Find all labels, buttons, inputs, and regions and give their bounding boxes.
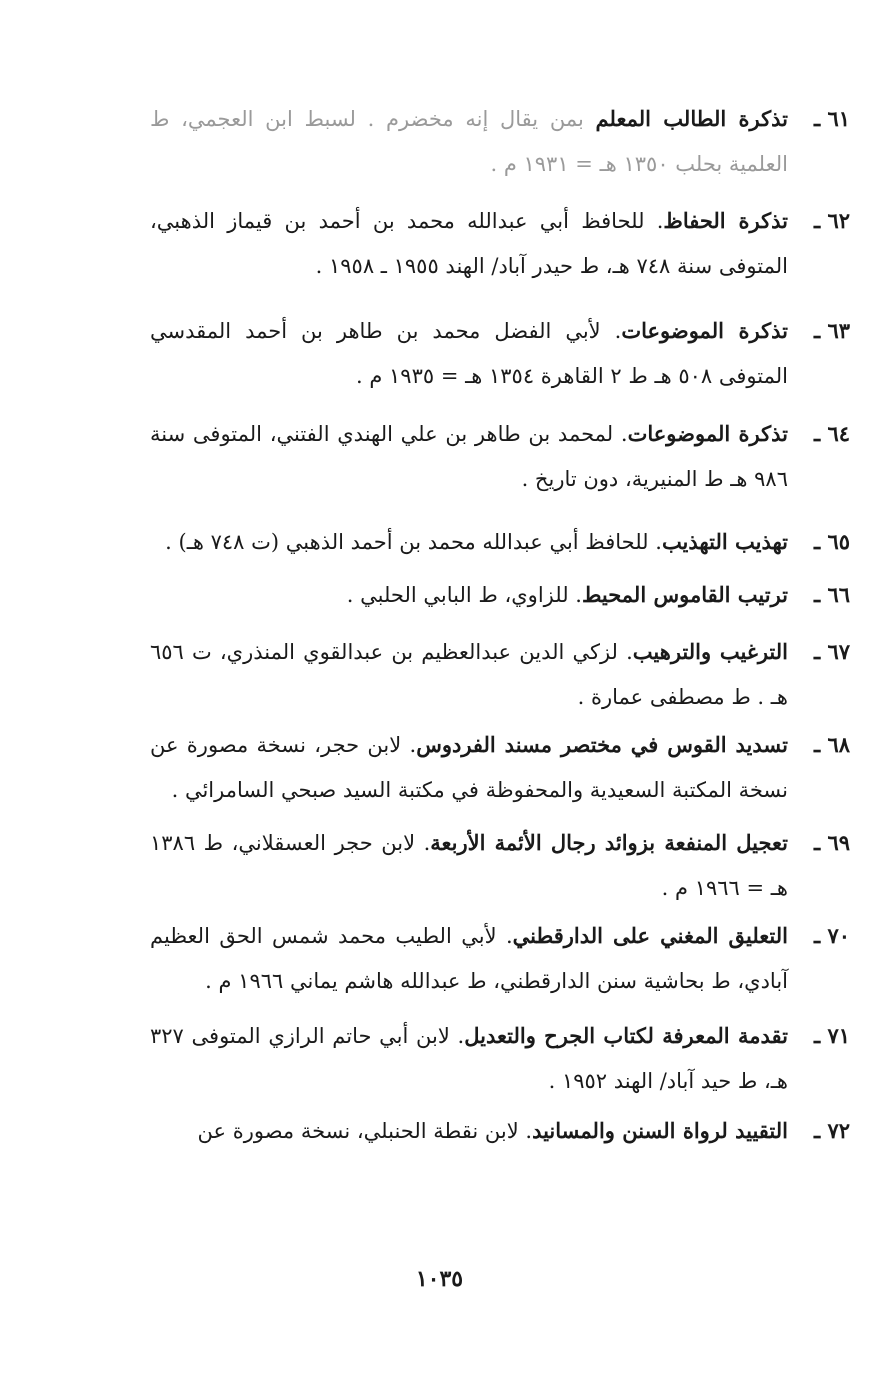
- entry-details: . لابن حجر، نسخة مصورة عن نسخة المكتبة السعيدية والمحفوظة في مكتبة السيد صبحي السامرائي .: [150, 733, 788, 802]
- bibliography-entry-65: [150, 519, 850, 565]
- entry-number: ٦١ ـ: [813, 106, 850, 131]
- entry-title: تذكرة الطالب المعلم: [595, 106, 788, 131]
- entry-number: ٦٨ ـ: [813, 732, 850, 757]
- entry-details: بمن يقال إنه مخضرم . لسبط ابن العجمي، ط العلمية بحلب ١٣٥٠ هـ = ١٩٣١ م .: [150, 107, 788, 176]
- entry-number: ٦٤ ـ: [813, 421, 850, 446]
- entry-number: ٦٦ ـ: [813, 582, 850, 607]
- bibliography-entry-71: [150, 1013, 850, 1104]
- entry-title: تهذيب التهذيب: [661, 529, 788, 554]
- entry-details: . لأبي الطيب محمد شمس الحق العظيم آبادي، ط بحاشية سنن الدارقطني، ط عبدالله هاشم يماني ١٩٦٦ م .: [150, 924, 788, 993]
- entry-number: ٦٣ ـ: [813, 318, 850, 343]
- entry-details: . لابن نقطة الحنبلي، نسخة مصورة عن: [197, 1119, 533, 1143]
- entry-number: ٦٩ ـ: [813, 830, 850, 855]
- entry-title: تذكرة الموضوعات: [621, 318, 788, 343]
- entry-details: . لابن حجر العسقلاني، ط ١٣٨٦ هـ = ١٩٦٦ م .: [150, 831, 788, 900]
- entry-details: . لمحمد بن طاهر بن علي الهندي الفتني، المتوفى سنة ٩٨٦ هـ ط المنيرية، دون تاريخ .: [150, 422, 788, 491]
- entry-title: التعليق المغني على الدارقطني: [512, 923, 789, 948]
- bibliography-list: [150, 96, 850, 1154]
- entry-number: ٧٠ ـ: [813, 923, 850, 948]
- entry-title: تذكرة الحفاظ: [663, 208, 788, 233]
- bibliography-entry-66: [150, 572, 850, 618]
- entry-number: ٦٥ ـ: [813, 529, 850, 554]
- entry-title: تسديد القوس في مختصر مسند الفردوس: [416, 732, 788, 757]
- entry-title: ترتيب القاموس المحيط: [581, 582, 788, 607]
- entry-title: تعجيل المنفعة بزوائد رجال الأئمة الأربعة: [430, 830, 788, 855]
- bibliography-entry-70: [150, 913, 850, 1004]
- entry-details: . للحافظ أبي عبدالله محمد بن أحمد الذهبي (ت ٧٤٨ هـ) .: [165, 530, 662, 554]
- bibliography-entry-69: [150, 820, 850, 911]
- entry-details: . لزكي الدين عبدالعظيم بن عبدالقوي المنذري، ت ٦٥٦ هـ . ط مصطفى عمارة .: [150, 640, 788, 709]
- entry-title: تقدمة المعرفة لكتاب الجرح والتعديل: [464, 1023, 788, 1048]
- entry-title: الترغيب والترهيب: [632, 639, 788, 664]
- entry-details: . للزاوي، ط البابي الحلبي .: [346, 583, 582, 607]
- entry-number: ٧٢ ـ: [813, 1118, 850, 1143]
- entry-number: ٦٢ ـ: [813, 208, 850, 233]
- entry-number: ٧١ ـ: [813, 1023, 850, 1048]
- entry-details: . لابن أبي حاتم الرازي المتوفى ٣٢٧ هـ، ط حيد آباد/ الهند ١٩٥٢ .: [150, 1024, 788, 1093]
- entry-details: . للحافظ أبي عبدالله محمد بن أحمد بن قيماز الذهبي، المتوفى سنة ٧٤٨ هـ، ط حيدر آباد/ الهند ١٩٥٥ ـ ١٩٥٨ .: [150, 209, 788, 278]
- bibliography-entry-72: [150, 1108, 850, 1154]
- bibliography-entry-61: [150, 96, 850, 187]
- page-number: ١٠٣٥: [415, 1266, 464, 1292]
- bibliography-entry-64: [150, 411, 850, 502]
- bibliography-entry-63: [150, 308, 850, 399]
- bibliography-entry-68: [150, 722, 850, 813]
- bibliography-entry-67: [150, 629, 850, 720]
- bibliography-entry-62: [150, 198, 850, 289]
- entry-title: تذكرة الموضوعات: [627, 421, 788, 446]
- entry-number: ٦٧ ـ: [813, 639, 850, 664]
- entry-details: . لأبي الفضل محمد بن طاهر بن أحمد المقدسي المتوفى ٥٠٨ هـ ط ٢ القاهرة ١٣٥٤ هـ = ١٩٣٥ م .: [150, 319, 788, 388]
- entry-title: التقييد لرواة السنن والمسانيد: [532, 1118, 788, 1143]
